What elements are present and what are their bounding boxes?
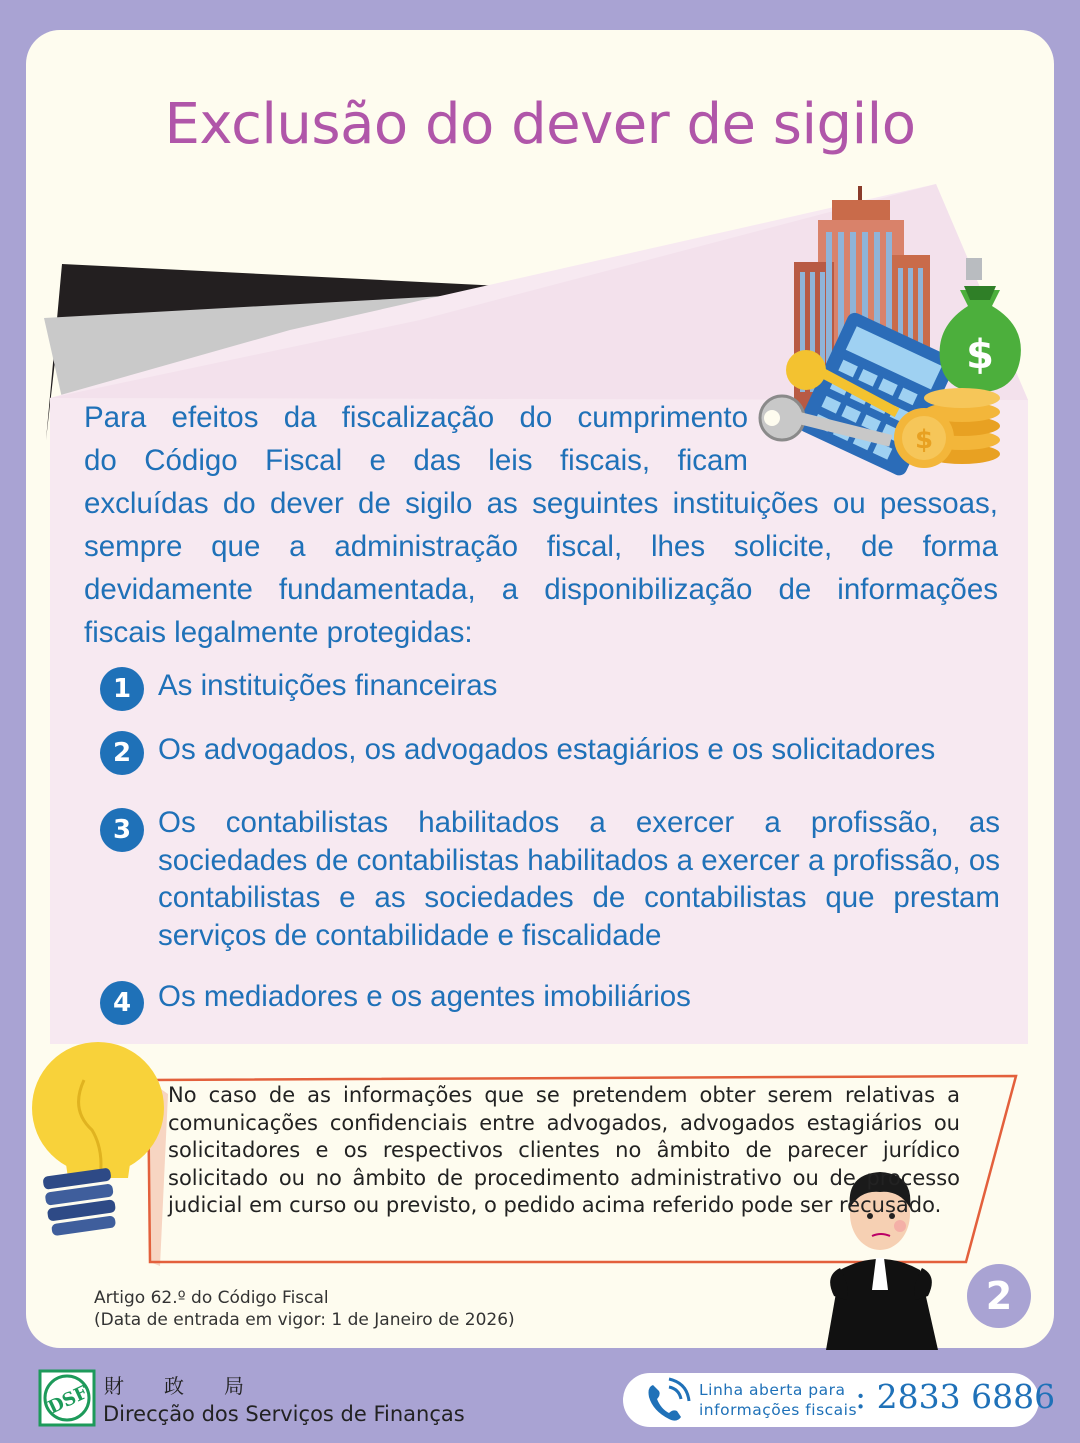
hotline-number[interactable]: : 2833 6886 bbox=[855, 1377, 1056, 1416]
svg-text:$: $ bbox=[914, 425, 934, 455]
intro-rest: excluídas do dever de sigilo as seguintes instituições ou pessoas, sempre que a administração fiscal, lhes solicite, de forma devidamente fundamentada, a disponibilização de informações fiscais legalmente protegidas: bbox=[84, 487, 998, 649]
phone-icon bbox=[639, 1373, 699, 1427]
legal-reference-date: (Data de entrada em vigor: 1 de Janeiro de 2026) bbox=[94, 1310, 515, 1330]
item-number-badge: 3 bbox=[100, 808, 144, 852]
hotline-label-line-2: informações fiscais bbox=[699, 1401, 858, 1419]
intro-line-1: Para efeitos da fiscalização do cumprimento bbox=[84, 401, 748, 434]
item-text: Os advogados, os advogados estagiários e os solicitadores bbox=[158, 733, 936, 766]
hotline-box[interactable] bbox=[623, 1373, 1056, 1427]
item-number-badge: 4 bbox=[100, 981, 144, 1025]
item-number-badge: 2 bbox=[100, 731, 144, 775]
note-callout-text: No caso de as informações que se pretendem obter serem relativas a comunicações confidenciais entre advogados, advogados estagiários ou solicitadores e os respectivos clientes no âmbito de parecer jurídico solicitado ou no âmbito de procedimento administrativo ou de processo judicial em curso ou previsto, o pedido acima referido pode ser recusado. bbox=[168, 1083, 960, 1217]
page-number-badge: 2 bbox=[967, 1264, 1031, 1328]
org-name-portuguese: Direcção dos Serviços de Finanças bbox=[103, 1402, 465, 1426]
item-number-badge: 1 bbox=[100, 667, 144, 711]
intro-line-2: do Código Fiscal e das leis fiscais, ficam bbox=[84, 444, 748, 477]
lightbulb-icon bbox=[32, 1042, 164, 1236]
item-text: Os contabilistas habilitados a exercer a profissão, as sociedades de contabilistas habilitados a exercer a profissão, os contabilistas e as sociedades de contabilistas que prestam serviços de contabilidade e fiscalidade bbox=[158, 806, 1000, 952]
hotline-label-line-1: Linha aberta para bbox=[699, 1381, 846, 1399]
item-text: As instituições financeiras bbox=[158, 669, 498, 702]
svg-text:DSF: DSF bbox=[44, 1382, 92, 1419]
svg-text:$: $ bbox=[966, 332, 994, 378]
hotline-label bbox=[699, 1380, 857, 1420]
org-name-chinese: 財政局 bbox=[104, 1374, 284, 1398]
page-title: Exclusão do dever de sigilo bbox=[164, 92, 916, 157]
legal-reference bbox=[94, 1287, 515, 1331]
legal-reference-article: Artigo 62.º do Código Fiscal bbox=[94, 1288, 329, 1308]
dsf-logo-icon bbox=[40, 1371, 94, 1425]
item-text: Os mediadores e os agentes imobiliários bbox=[158, 980, 691, 1013]
intro-paragraph bbox=[84, 396, 998, 654]
